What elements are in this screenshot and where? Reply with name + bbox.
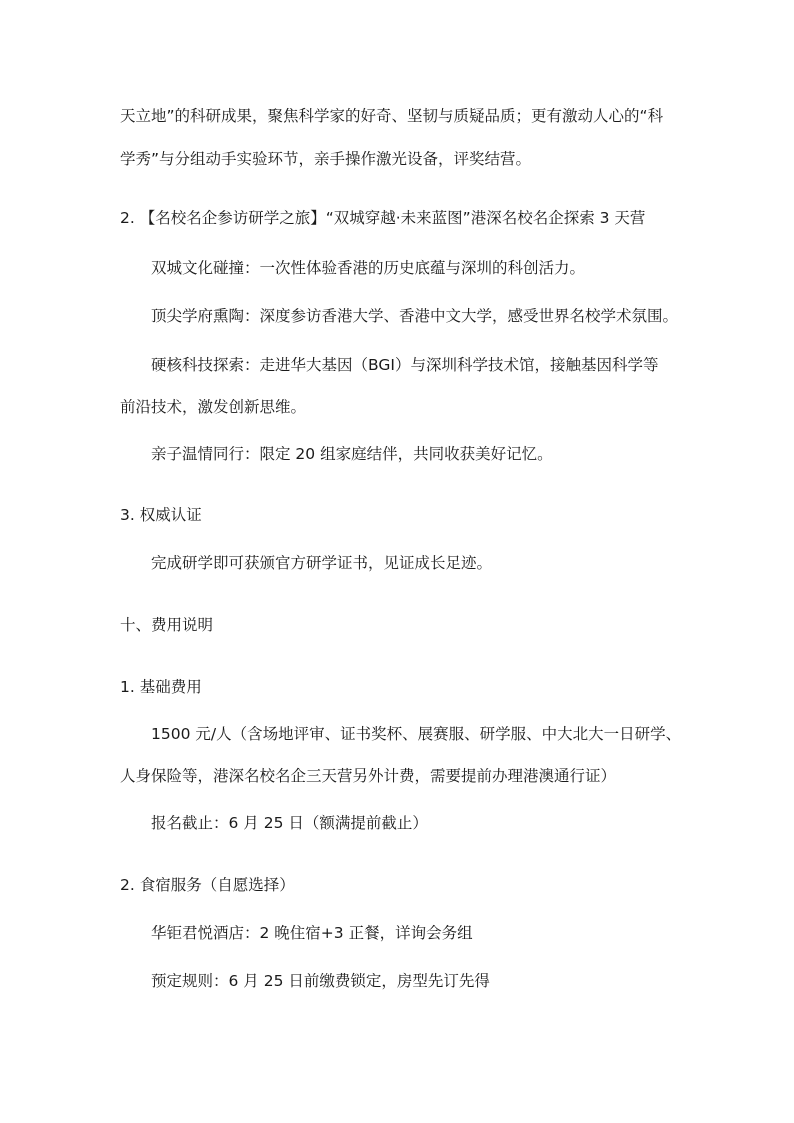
body-text-line: 1500 元/人（含场地评审、证书奖杯、展赛服、研学服、中大北大一日研学、 — [151, 725, 682, 743]
section-heading: 3. 权威认证 — [120, 506, 202, 524]
body-text-line: 前沿技术，激发创新思维。 — [120, 398, 307, 416]
body-text-line: 报名截止：6 月 25 日（额满提前截止） — [151, 814, 428, 832]
chapter-heading: 十、费用说明 — [120, 616, 214, 634]
body-text-line: 学秀”与分组动手实验环节，亲手操作激光设备，评奖结营。 — [120, 150, 532, 168]
body-text-line: 华钜君悦酒店：2 晚住宿+3 正餐，详询会务组 — [151, 924, 473, 942]
section-heading: 2. 食宿服务（自愿选择） — [120, 876, 295, 894]
body-text-line: 顶尖学府熏陶：深度参访香港大学、香港中文大学，感受世界名校学术氛围。 — [151, 307, 679, 325]
body-text-line: 亲子温情同行：限定 20 组家庭结伴，共同收获美好记忆。 — [151, 445, 553, 463]
body-text-line: 人身保险等，港深名校名企三天营另外计费，需要提前办理港澳通行证） — [120, 767, 617, 785]
body-text-line: 完成研学即可获颁官方研学证书，见证成长足迹。 — [151, 554, 493, 572]
body-text-line: 天立地”的科研成果，聚焦科学家的好奇、坚韧与质疑品质；更有激动人心的“科 — [120, 107, 664, 125]
section-heading: 1. 基础费用 — [120, 678, 202, 696]
section-heading: 2. 【名校名企参访研学之旅】“双城穿越·未来蓝图”港深名校名企探索 3 天营 — [120, 209, 646, 227]
body-text-line: 硬核科技探索：走进华大基因（BGI）与深圳科学技术馆，接触基因科学等 — [151, 356, 659, 374]
body-text-line: 预定规则：6 月 25 日前缴费锁定，房型先订先得 — [151, 972, 490, 990]
body-text-line: 双城文化碰撞：一次性体验香港的历史底蕴与深圳的科创活力。 — [151, 259, 586, 277]
